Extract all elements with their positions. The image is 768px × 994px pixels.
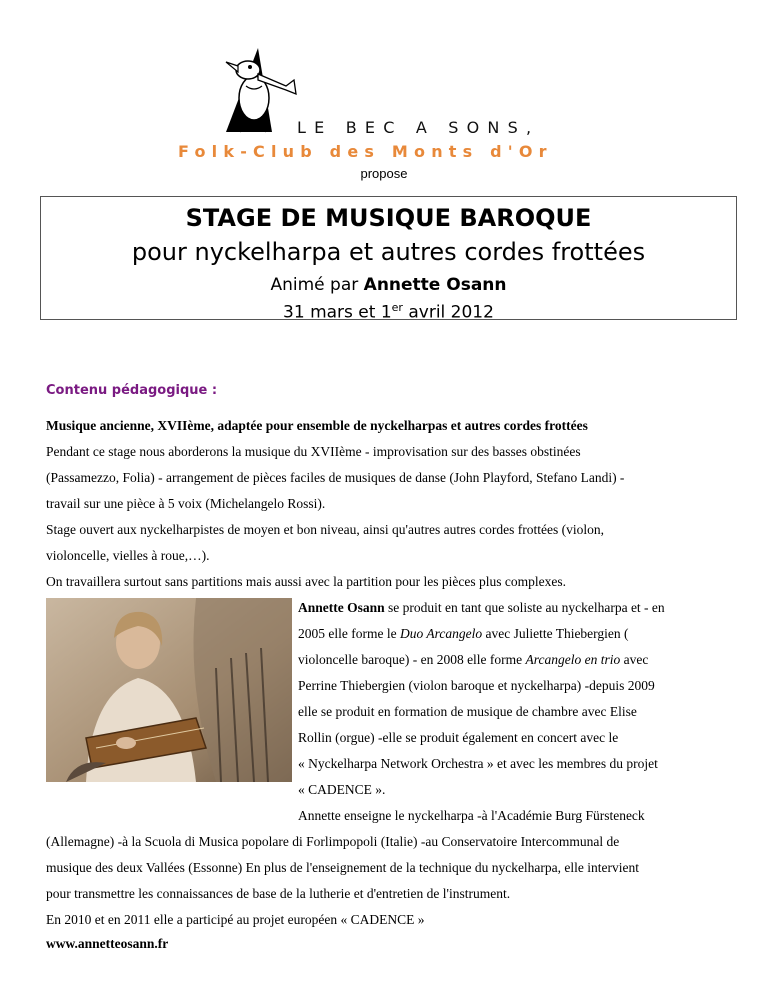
para4-line1: (Allemagne) -à la Scuola di Musica popolare di Forlimpopoli (Italie) -au Conservatoire Intercommunal de [46,834,620,849]
bio-name: Annette Osann [298,600,385,615]
brand-subtitle: Folk-Club des Monts d'Or [178,142,553,161]
para2-line1: Stage ouvert aux nyckelharpistes de moyen et bon niveau, ainsi qu'autres autres cordes frottées (violon, [46,522,605,537]
animator-line [41,273,736,297]
section-title: Contenu pédagogique : [46,383,218,398]
anime-prefix: Animé par [270,275,364,295]
title-box [40,196,737,323]
bio-line1 [298,600,665,616]
bio-line3-a: violoncelle baroque) - en 2008 elle forme [298,652,526,667]
date-part1: 31 mars et 1 [283,302,392,323]
duo-arcangelo: Duo Arcangelo [399,626,483,641]
bio-line8: « CADENCE ». [298,782,386,797]
para1-line1: Pendant ce stage nous aborderons la musique du XVIIème - improvisation sur des basses obstinées [46,444,581,459]
date-superscript: er [391,301,403,314]
para3: On travaillera surtout sans partitions mais aussi avec la partition pour les pièces plus complexes. [46,574,566,589]
club-logo [224,46,298,136]
para4-line3: pour transmettre les connaissances de base de la lutherie et d'entretien de l'instrument. [46,886,511,901]
brand-name: LE BEC A SONS, [297,118,540,137]
bio-line7: « Nyckelharpa Network Orchestra » et avec les membres du projet [298,756,658,771]
musician-photo [46,598,292,782]
propose-label: propose [360,166,408,181]
bio-line6: Rollin (orgue) -elle se produit également en concert avec le [298,730,619,745]
bio-line3 [298,652,648,668]
headline: Musique ancienne, XVIIème, adaptée pour ensemble de nyckelharpas et autres cordes frottées [46,418,588,433]
bio-line2-a: 2005 elle forme le [298,626,400,641]
arcangelo-trio: Arcangelo en trio [525,652,621,667]
para4-line2: musique des deux Vallées (Essonne) En plus de l'enseignement de la technique du nyckelharpa, elle intervient [46,860,640,875]
para4-line4: En 2010 et en 2011 elle a participé au projet européen « CADENCE » [46,912,425,927]
date-line [41,297,736,324]
bio-line9: Annette enseigne le nyckelharpa -à l'Académie Burg Fürsteneck [298,808,645,823]
stage-title: STAGE DE MUSIQUE BAROQUE [185,204,592,232]
bio-line2-b: avec Juliette Thiebergien ( [482,626,629,641]
para1-line2: (Passamezzo, Folia) - arrangement de pièces faciles de musiques de danse (John Playford, Stefano Landi) - [46,470,625,485]
bio-line4: Perrine Thiebergien (violon baroque et nyckelharpa) -depuis 2009 [298,678,655,693]
stage-subtitle: pour nyckelharpa et autres cordes frottées [131,238,646,266]
bio-line3-b: avec [620,652,649,667]
date-part2: avril 2012 [402,302,494,323]
bio-line2 [298,626,629,642]
bio-line1-text: se produit en tant que soliste au nyckelharpa et - en [384,600,665,615]
para1-line3: travail sur une pièce à 5 voix (Michelangelo Rossi). [46,496,326,511]
para2-line2: violoncelle, vielles à roue,…). [46,548,210,563]
bio-line5: elle se produit en formation de musique de chambre avec Elise [298,704,637,719]
website-link[interactable]: www.annetteosann.fr [46,936,169,951]
teacher-name: Annette Osann [363,275,507,295]
